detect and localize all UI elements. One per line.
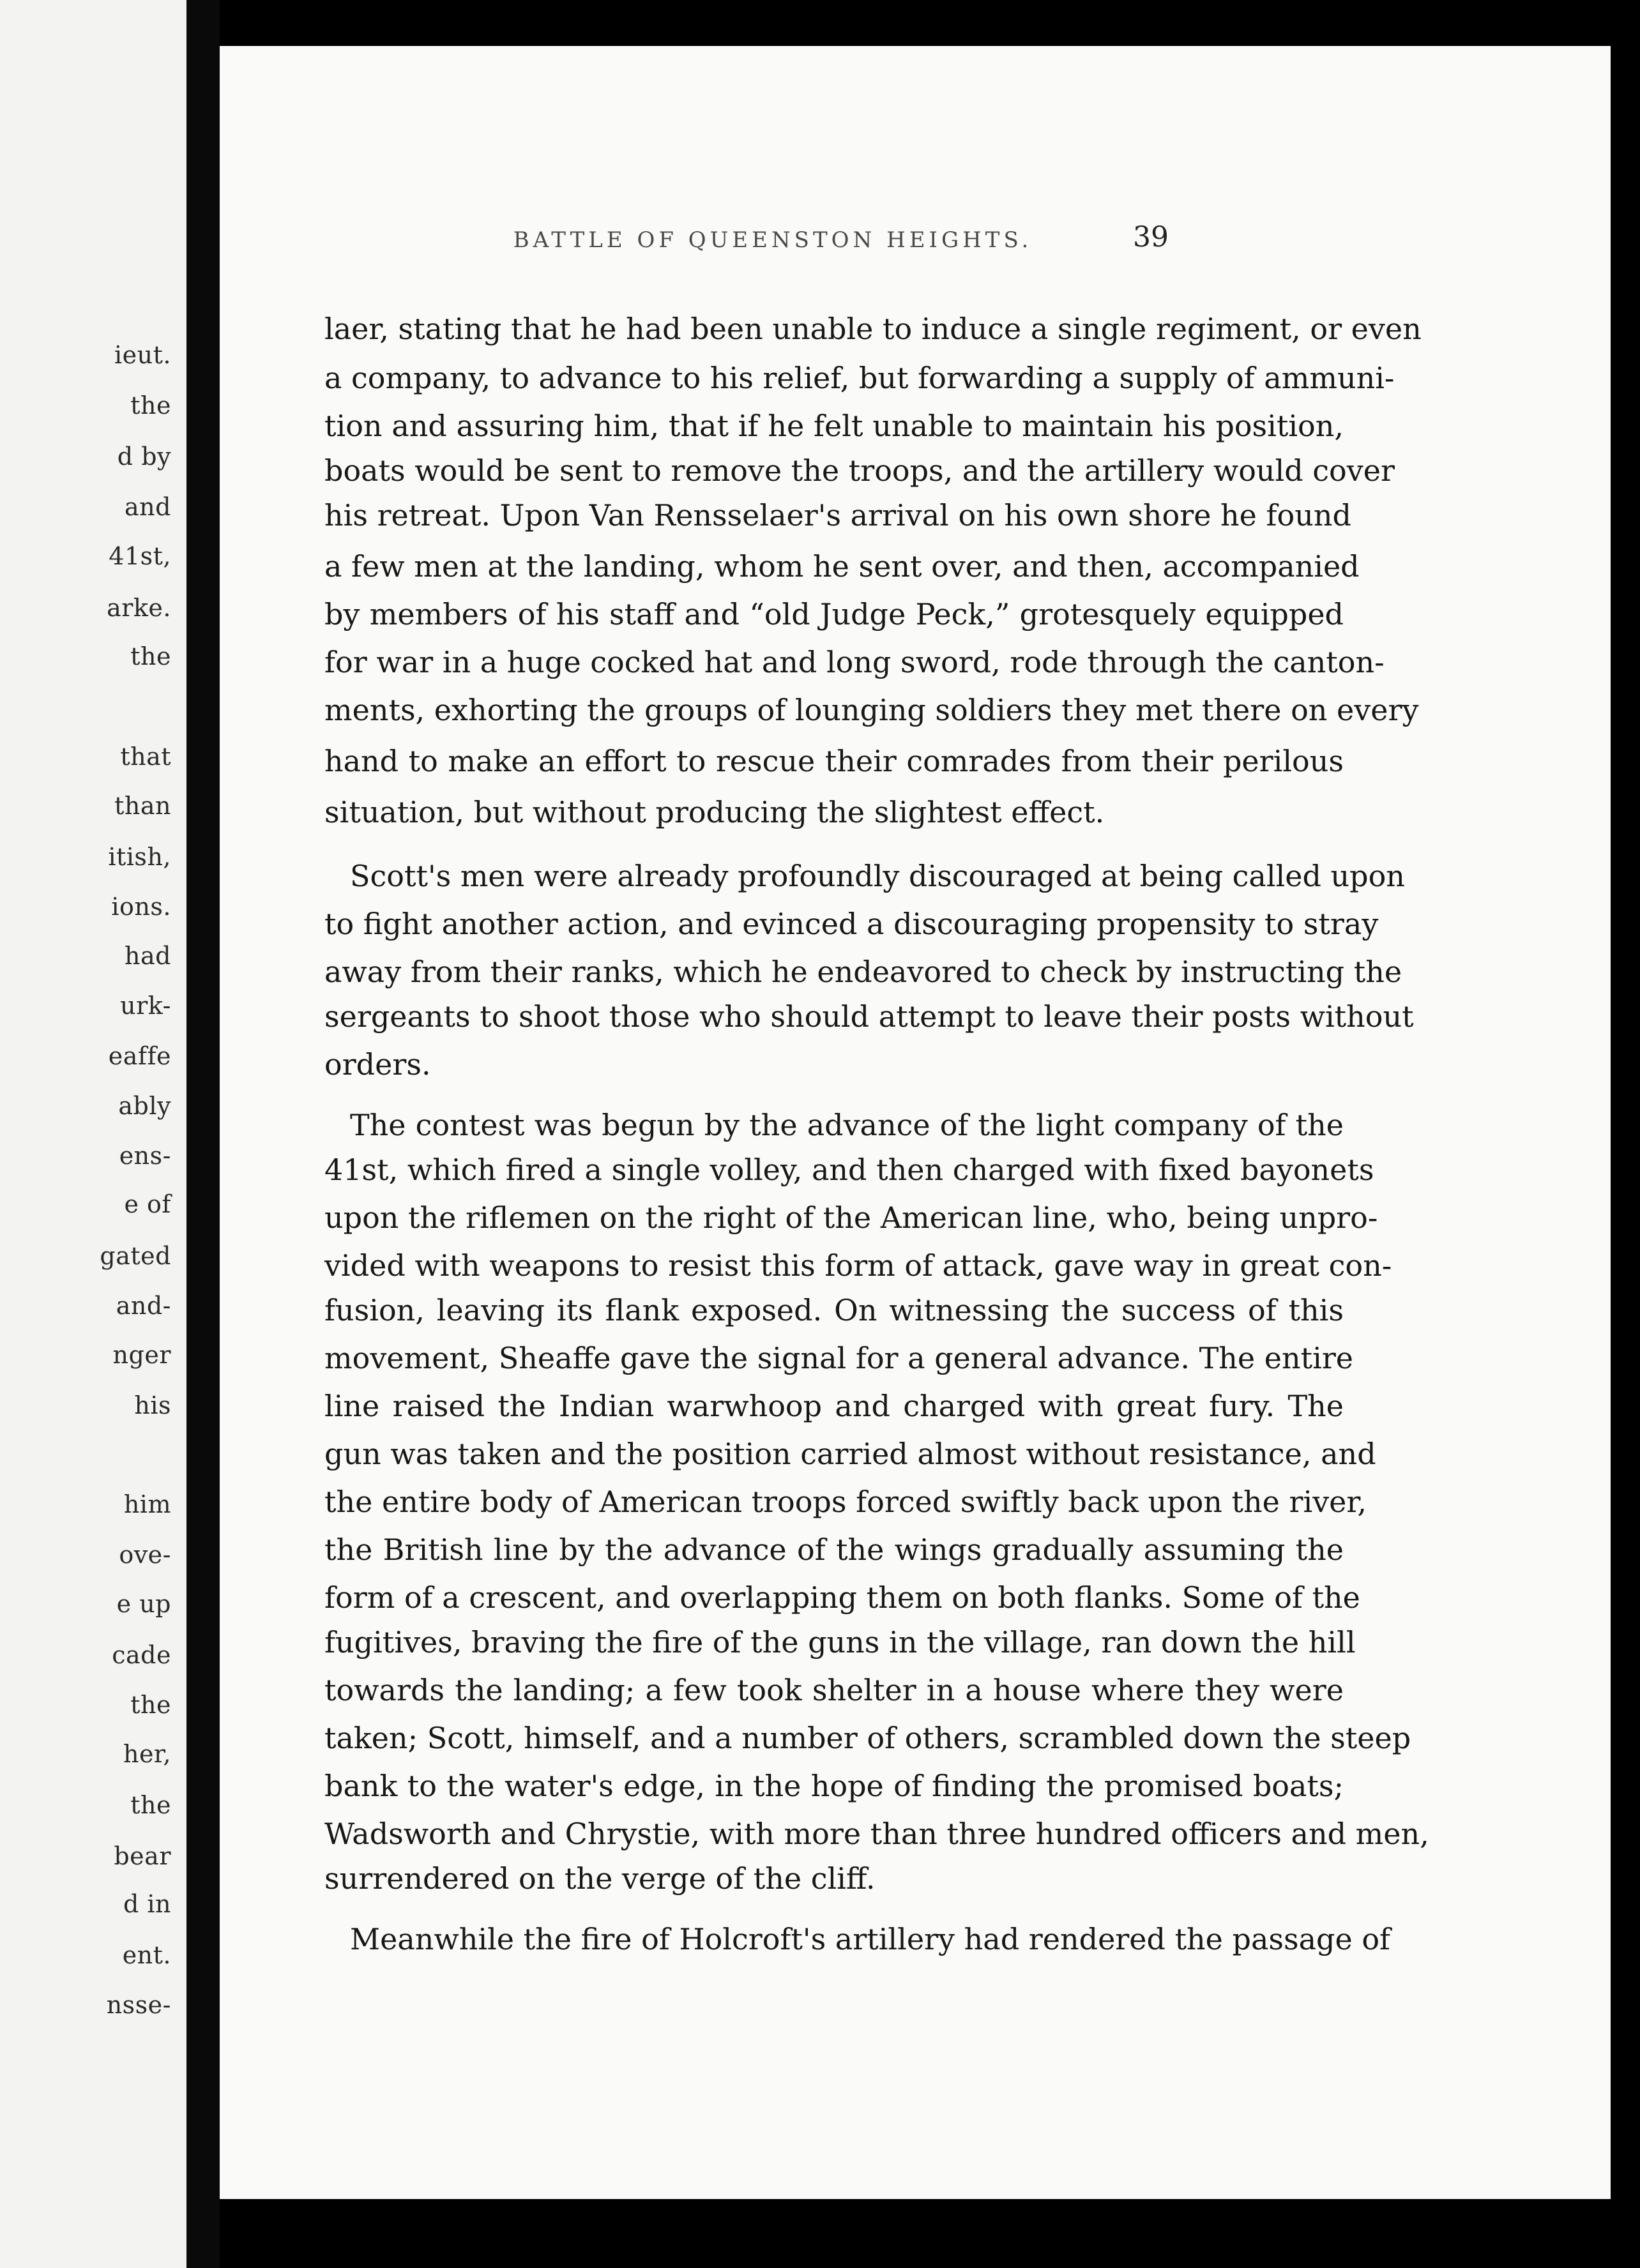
body-text-line: tion and assuring him, that if he felt unable to maintain his position, <box>324 409 1344 443</box>
body-text-line: orders. <box>324 1047 431 1082</box>
body-text-line: 41st, which fired a single volley, and then charged with fixed bayonets <box>324 1153 1374 1187</box>
body-text-line: laer, stating that he had been unable to induce a single regiment, or even <box>324 312 1422 346</box>
left-margin-fragment: cade <box>112 1641 171 1669</box>
body-text-line: surrendered on the verge of the cliff. <box>324 1861 876 1896</box>
left-margin-fragment: nsse- <box>106 1991 171 2019</box>
left-margin-fragment: ove- <box>119 1541 171 1569</box>
body-text-line: gun was taken and the position carried almost without resistance, and <box>324 1437 1376 1471</box>
body-text-line: situation, but without producing the slightest effect. <box>324 795 1105 829</box>
left-margin-fragment: had <box>125 942 171 970</box>
left-margin-fragment: the <box>130 1791 171 1819</box>
body-text-line: his retreat. Upon Van Rensselaer's arrival on his own shore he found <box>324 498 1351 533</box>
left-margin-fragment: arke. <box>107 594 171 622</box>
running-head: BATTLE OF QUEENSTON HEIGHTS. <box>513 227 1033 253</box>
body-text-line: boats would be sent to remove the troops, and the artillery would cover <box>324 453 1395 488</box>
body-text-line: Wadsworth and Chrystie, with more than three hundred officers and men, <box>324 1817 1429 1851</box>
body-text-line: The contest was begun by the advance of the light company of the <box>350 1108 1344 1142</box>
left-margin-fragment: and- <box>116 1292 171 1320</box>
left-margin-fragment: ent. <box>122 1941 171 1969</box>
left-margin-fragment: urk- <box>120 992 171 1020</box>
left-margin-fragment: ieut. <box>114 341 171 369</box>
left-margin-fragment: ens- <box>119 1142 171 1170</box>
body-text-line: form of a crescent, and overlapping them on both flanks. Some of the <box>324 1580 1360 1615</box>
left-margin-fragment: ions. <box>111 893 171 921</box>
body-text-line: the entire body of American troops forced swiftly back upon the river, <box>324 1485 1367 1519</box>
left-margin-fragment: the <box>130 1691 171 1719</box>
left-margin-fragment: itish, <box>108 843 171 871</box>
left-margin-fragment: 41st, <box>109 542 171 570</box>
book-gutter <box>186 0 220 2268</box>
body-text-line: a few men at the landing, whom he sent over, and then, accompanied <box>324 549 1360 584</box>
body-text-line: line raised the Indian warwhoop and charged with great fury. The <box>324 1389 1344 1423</box>
left-margin-fragment: e up <box>116 1590 171 1618</box>
left-margin-fragment: bear <box>114 1842 171 1870</box>
left-margin-fragment: than <box>114 792 171 820</box>
body-text-line: away from their ranks, which he endeavored to check by instructing the <box>324 955 1402 989</box>
left-margin-fragment: eaffe <box>108 1042 171 1070</box>
body-text-line: movement, Sheaffe gave the signal for a general advance. The entire <box>324 1341 1354 1375</box>
body-text-line: by members of his staff and “old Judge Peck,” grotesquely equipped <box>324 597 1344 631</box>
body-text-line: Meanwhile the fire of Holcroft's artillery had rendered the passage of <box>350 1922 1391 1956</box>
body-text-line: bank to the water's edge, in the hope of finding the promised boats; <box>324 1769 1344 1803</box>
body-text-line: fusion, leaving its flank exposed. On witnessing the success of this <box>324 1293 1344 1327</box>
left-margin-fragment: ably <box>118 1092 171 1120</box>
body-text-line: towards the landing; a few took shelter in a house where they were <box>324 1673 1344 1707</box>
body-text-line: sergeants to shoot those who should attempt to leave their posts without <box>324 999 1414 1034</box>
body-text-line: fugitives, braving the fire of the guns in the village, ran down the hill <box>324 1625 1356 1659</box>
page-number: 39 <box>1133 221 1169 253</box>
left-page <box>0 0 186 2268</box>
body-text-line: for war in a huge cocked hat and long sword, rode through the canton- <box>324 645 1385 679</box>
left-margin-fragment: and <box>125 493 171 521</box>
body-text-line: vided with weapons to resist this form of attack, gave way in great con- <box>324 1248 1392 1283</box>
body-text-line: taken; Scott, himself, and a number of others, scrambled down the steep <box>324 1721 1411 1755</box>
left-margin-fragment: nger <box>112 1341 171 1369</box>
left-margin-fragment: the <box>130 391 171 420</box>
left-margin-fragment: that <box>120 743 171 771</box>
left-margin-fragment: him <box>123 1490 171 1518</box>
body-text-line: Scott's men were already profoundly discouraged at being called upon <box>350 859 1405 893</box>
body-text-line: the British line by the advance of the wings gradually assuming the <box>324 1532 1344 1567</box>
body-text-line: hand to make an effort to rescue their comrades from their perilous <box>324 744 1344 778</box>
body-text-line: ments, exhorting the groups of lounging soldiers they met there on every <box>324 693 1419 727</box>
left-margin-fragment: her, <box>123 1740 171 1768</box>
left-margin-fragment: e of <box>124 1190 171 1218</box>
body-text-line: upon the riflemen on the right of the American line, who, being unpro- <box>324 1200 1378 1235</box>
left-margin-fragment: gated <box>100 1242 171 1270</box>
left-margin-fragment: the <box>130 642 171 670</box>
left-margin-fragment: d by <box>117 442 171 471</box>
left-margin-fragment: d in <box>123 1890 171 1918</box>
left-margin-fragment: his <box>134 1391 171 1419</box>
body-text-line: a company, to advance to his relief, but forwarding a supply of ammuni- <box>324 361 1395 395</box>
body-text-line: to fight another action, and evinced a discouraging propensity to stray <box>324 907 1379 941</box>
